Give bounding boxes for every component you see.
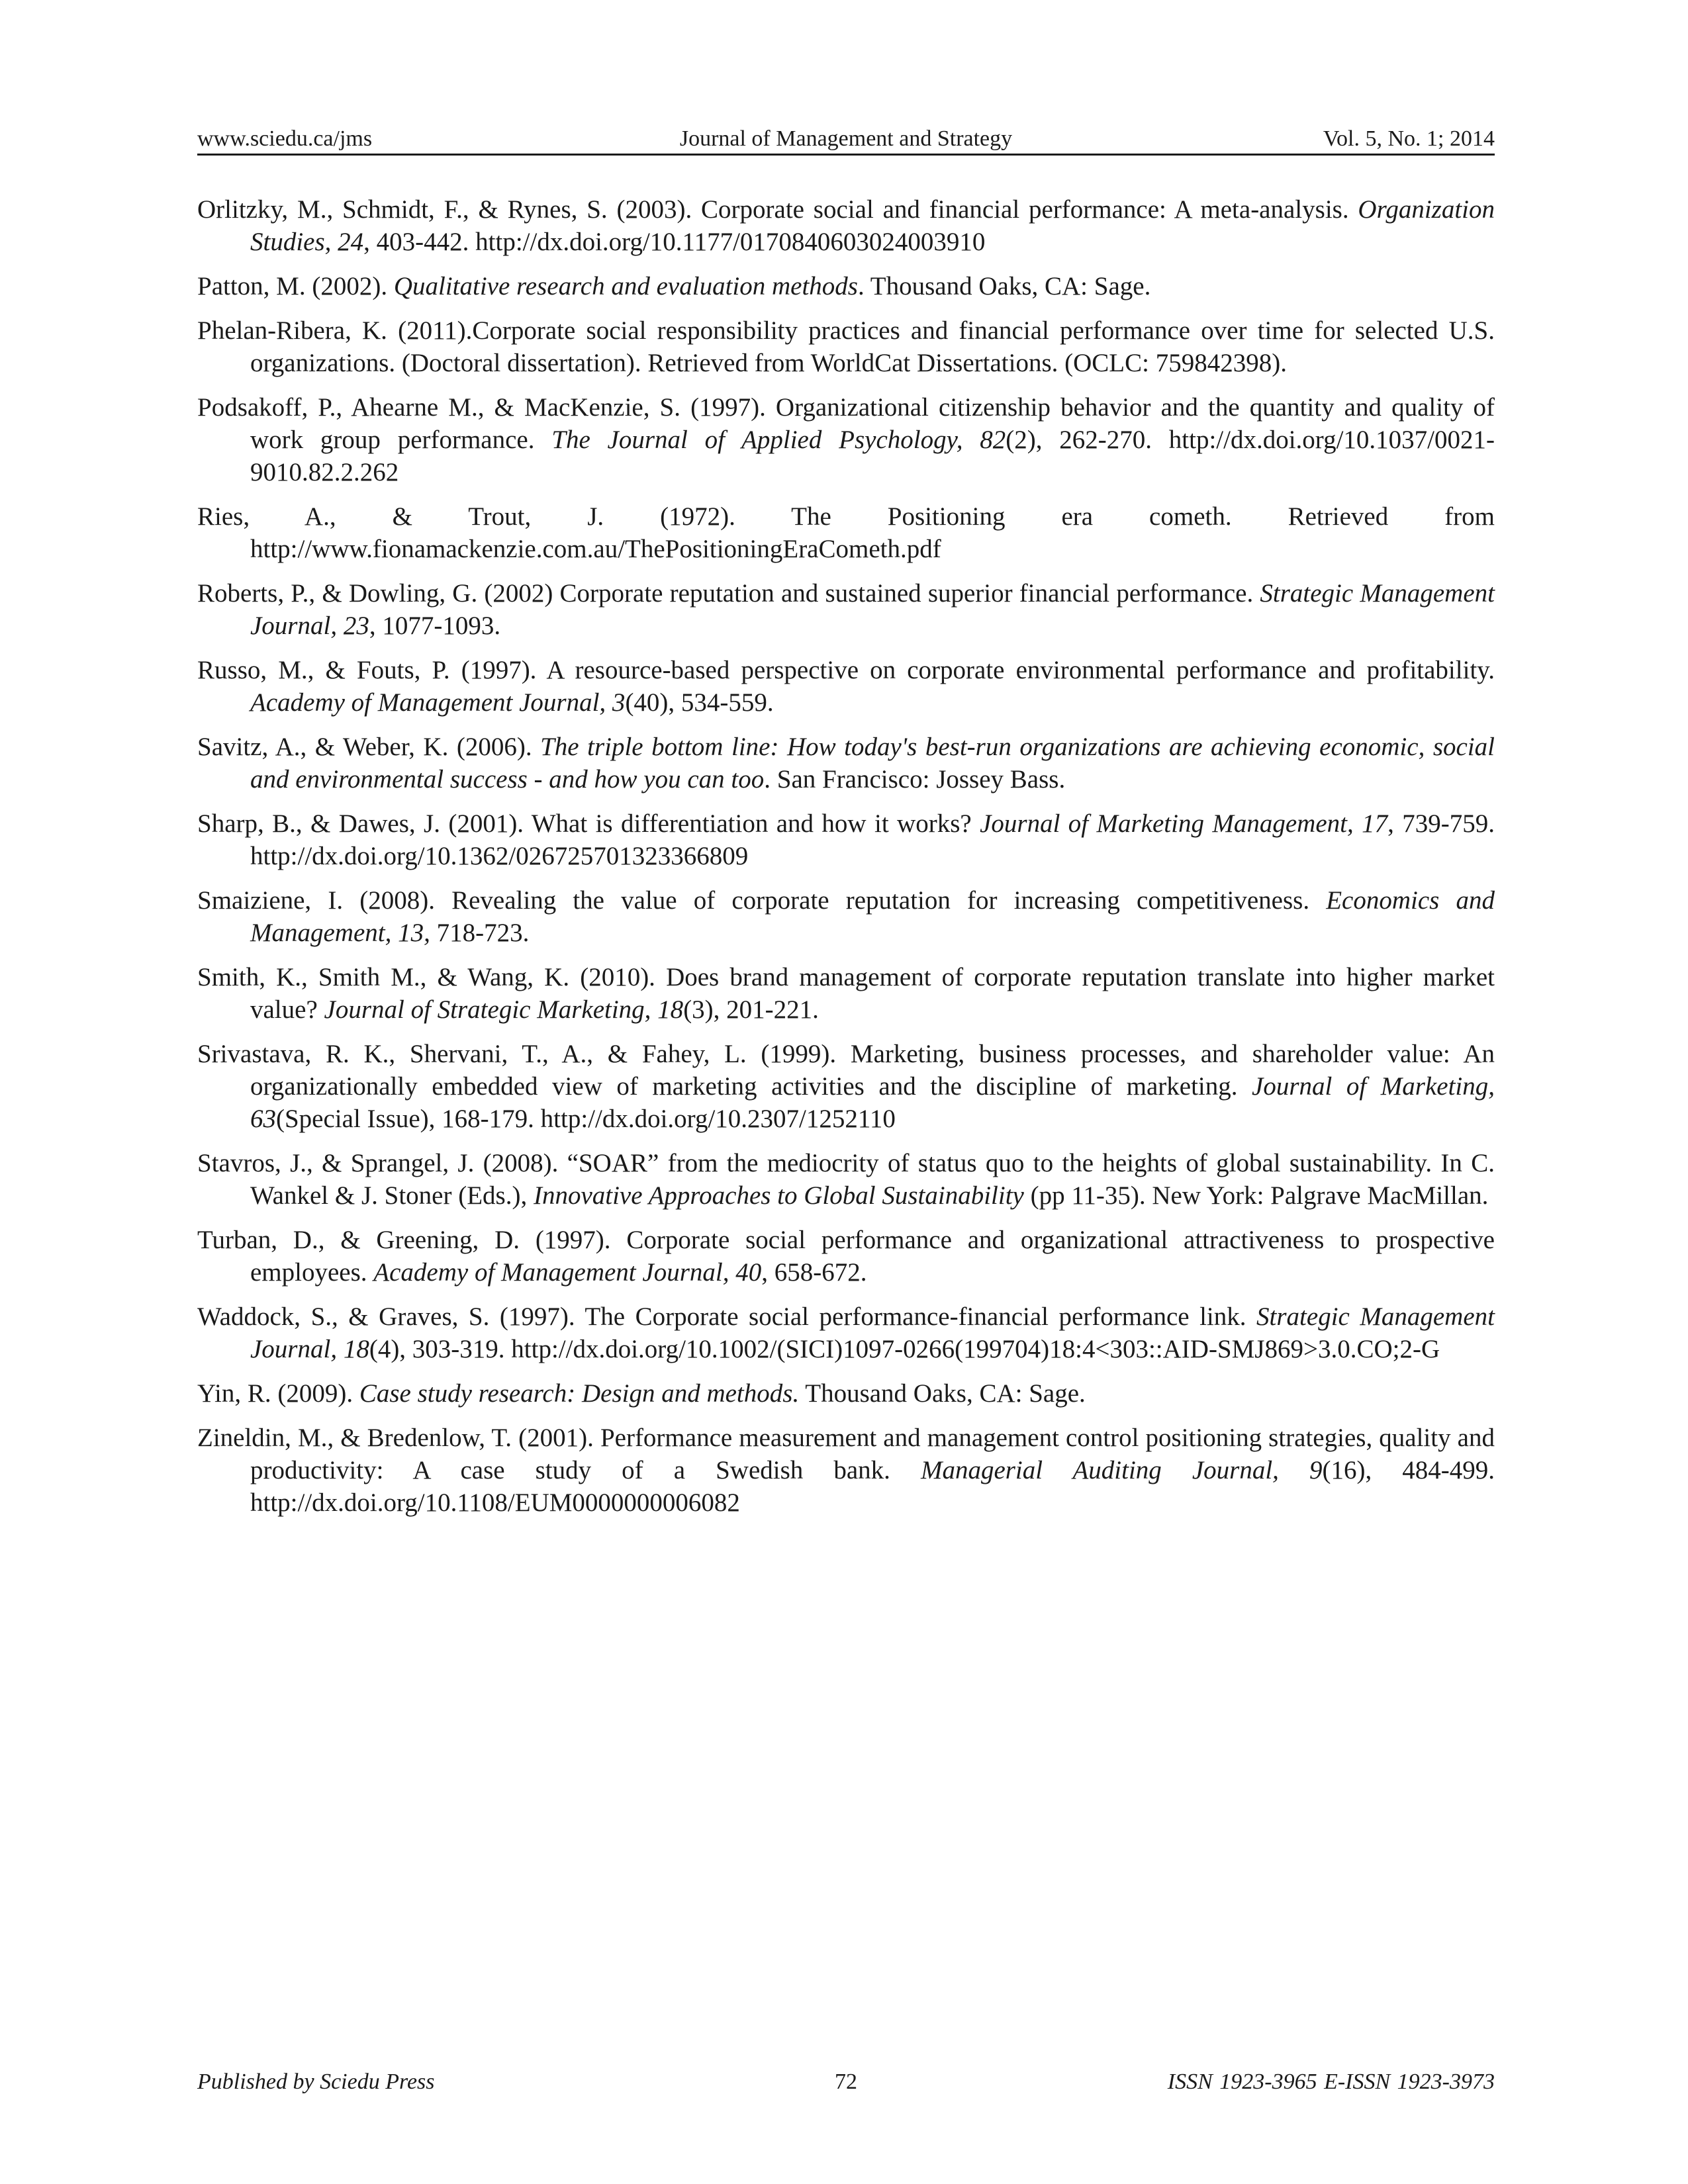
reference-text-part: Savitz, A., & Weber, K. (2006). xyxy=(197,733,541,761)
reference-italic-part: Strategic Management Journal, 23 xyxy=(250,579,1495,640)
reference-text-part: Zineldin, M., & Bredenlow, T. (2001). Performance measurement and management control positioning strategies, quality and productivity: A case study of a Swedish bank. xyxy=(197,1424,1495,1484)
reference-text-part: Turban, D., & Greening, D. (1997). Corporate social performance and organizational attractiveness to prospective employees. xyxy=(197,1226,1495,1287)
reference-text-part: (3), 201-221. xyxy=(683,995,819,1024)
reference-italic-part: Journal of Strategic Marketing, 18 xyxy=(324,995,684,1024)
reference-italic-part: Academy of Management Journal, 3 xyxy=(250,688,626,717)
reference-text-part: , 403-442. http://dx.doi.org/10.1177/0170840603024003910 xyxy=(363,228,986,256)
reference-text-part: Orlitzky, M., Schmidt, F., & Rynes, S. (2003). Corporate social and financial performance: A meta-analysis. xyxy=(197,195,1358,224)
reference-entry xyxy=(197,654,1495,719)
header-volume-issue: Vol. 5, No. 1; 2014 xyxy=(1323,126,1495,151)
reference-entry xyxy=(197,884,1495,949)
reference-italic-part: Academy of Management Journal, 40 xyxy=(373,1258,762,1287)
reference-text-part: . San Francisco: Jossey Bass. xyxy=(764,765,1066,794)
reference-text-part: (40), 534-559. xyxy=(625,688,774,717)
reference-text-part: Thousand Oaks, CA: Sage. xyxy=(799,1379,1086,1408)
reference-text-part: Waddock, S., & Graves, S. (1997). The Corporate social performance-financial performance link. xyxy=(197,1302,1257,1331)
reference-text-part: , 739-759. http://dx.doi.org/10.1362/026725701323366809 xyxy=(250,809,1495,870)
reference-entry xyxy=(197,807,1495,872)
reference-entry xyxy=(197,1300,1495,1365)
reference-text-part: Yin, R. (2009). xyxy=(197,1379,359,1408)
running-header xyxy=(197,126,1495,156)
running-footer xyxy=(197,2069,1495,2098)
reference-entry xyxy=(197,314,1495,379)
header-journal-title: Journal of Management and Strategy xyxy=(679,126,1013,151)
reference-entry xyxy=(197,1422,1495,1519)
reference-text-part: 718-723. xyxy=(430,919,530,947)
reference-italic-part: The triple bottom line: How today's best-run organizations are achieving economic, social and environmental success - and how you can too xyxy=(250,733,1495,794)
reference-text-part: Smaiziene, I. (2008). Revealing the value of corporate reputation for increasing competitiveness. xyxy=(197,886,1327,915)
reference-italic-part: The Journal of Applied Psychology, 82 xyxy=(551,426,1006,454)
reference-italic-part: Journal of Marketing Management, 17 xyxy=(980,809,1388,838)
reference-text-part: Roberts, P., & Dowling, G. (2002) Corporate reputation and sustained superior financial performance. xyxy=(197,579,1260,608)
reference-entry xyxy=(197,577,1495,642)
reference-text-part: , 1077-1093. xyxy=(369,612,501,640)
reference-text-part: (16), 484-499. http://dx.doi.org/10.1108/EUM0000000006082 xyxy=(250,1456,1495,1517)
reference-text-part: , 658-672. xyxy=(761,1258,867,1287)
reference-text-part: Phelan-Ribera, K. (2011).Corporate social responsibility practices and financial performance over time for selected U.S. organizations. (Doctoral dissertation). Retrieved from WorldCat Dissertations. (OCLC: 759842398). xyxy=(197,316,1495,377)
reference-entry xyxy=(197,270,1495,302)
reference-italic-part: Qualitative research and evaluation methods xyxy=(393,272,858,300)
reference-entry xyxy=(197,961,1495,1026)
reference-italic-part: Organization Studies, 24 xyxy=(250,195,1495,256)
reference-entry xyxy=(197,1224,1495,1289)
reference-entry xyxy=(197,193,1495,258)
reference-text-part: (pp 11-35). New York: Palgrave MacMillan. xyxy=(1023,1181,1489,1210)
reference-text-part: (2), 262-270. http://dx.doi.org/10.1037/0021-9010.82.2.262 xyxy=(250,426,1495,486)
reference-text-part: Srivastava, R. K., Shervani, T., A., & Fahey, L. (1999). Marketing, business processes, and shareholder value: An organizationally embedded view of marketing activities and the discipline of marketing. xyxy=(197,1040,1495,1101)
reference-text-part: (Special Issue), 168-179. http://dx.doi.org/10.2307/1252110 xyxy=(276,1105,896,1133)
reference-entry xyxy=(197,500,1495,565)
reference-entry xyxy=(197,731,1495,796)
reference-entry xyxy=(197,1038,1495,1135)
footer-publisher: Published by Sciedu Press xyxy=(197,2070,435,2094)
reference-text-part: Sharp, B., & Dawes, J. (2001). What is differentiation and how it works? xyxy=(197,809,980,838)
reference-italic-part: Strategic Management Journal, 18 xyxy=(250,1302,1495,1363)
reference-italic-part: Journal of Marketing, 63 xyxy=(250,1072,1495,1133)
reference-text-part: Smith, K., Smith M., & Wang, K. (2010). Does brand management of corporate reputation translate into higher market value? xyxy=(197,963,1495,1024)
reference-italic-part: Case study research: Design and methods. xyxy=(359,1379,800,1408)
reference-entry xyxy=(197,1147,1495,1212)
page-number: 72 xyxy=(835,2070,857,2094)
reference-italic-part: Innovative Approaches to Global Sustainability xyxy=(533,1181,1024,1210)
header-website-url: www.sciedu.ca/jms xyxy=(197,126,373,151)
reference-list xyxy=(197,193,1495,1531)
reference-entry xyxy=(197,391,1495,488)
reference-italic-part: Managerial Auditing Journal, 9 xyxy=(920,1456,1323,1484)
reference-text-part: . Thousand Oaks, CA: Sage. xyxy=(857,272,1151,300)
reference-italic-part: Economics and Management, 13, xyxy=(250,886,1495,947)
reference-text-part: Stavros, J., & Sprangel, J. (2008). “SOAR” from the mediocrity of status quo to the heights of global sustainability. In C. Wankel & J. Stoner (Eds.), xyxy=(197,1149,1495,1210)
reference-entry xyxy=(197,1377,1495,1410)
footer-issn: ISSN 1923-3965 E-ISSN 1923-3973 xyxy=(1167,2070,1495,2094)
reference-text-part: Ries, A., & Trout, J. (1972). The Positioning era cometh. Retrieved from http://www.fionamackenzie.com.au/ThePositioningEraCometh.pdf xyxy=(197,502,1495,563)
reference-text-part: Russo, M., & Fouts, P. (1997). A resource-based perspective on corporate environmental performance and profitability. xyxy=(197,656,1495,684)
reference-text-part: (4), 303-319. http://dx.doi.org/10.1002/(SICI)1097-0266(199704)18:4<303::AID-SMJ869>3.0.CO;2-G xyxy=(369,1335,1440,1363)
reference-text-part: Patton, M. (2002). xyxy=(197,272,394,300)
reference-text-part: Podsakoff, P., Ahearne M., & MacKenzie, S. (1997). Organizational citizenship behavior and the quantity and quality of work group performance. xyxy=(197,393,1495,454)
